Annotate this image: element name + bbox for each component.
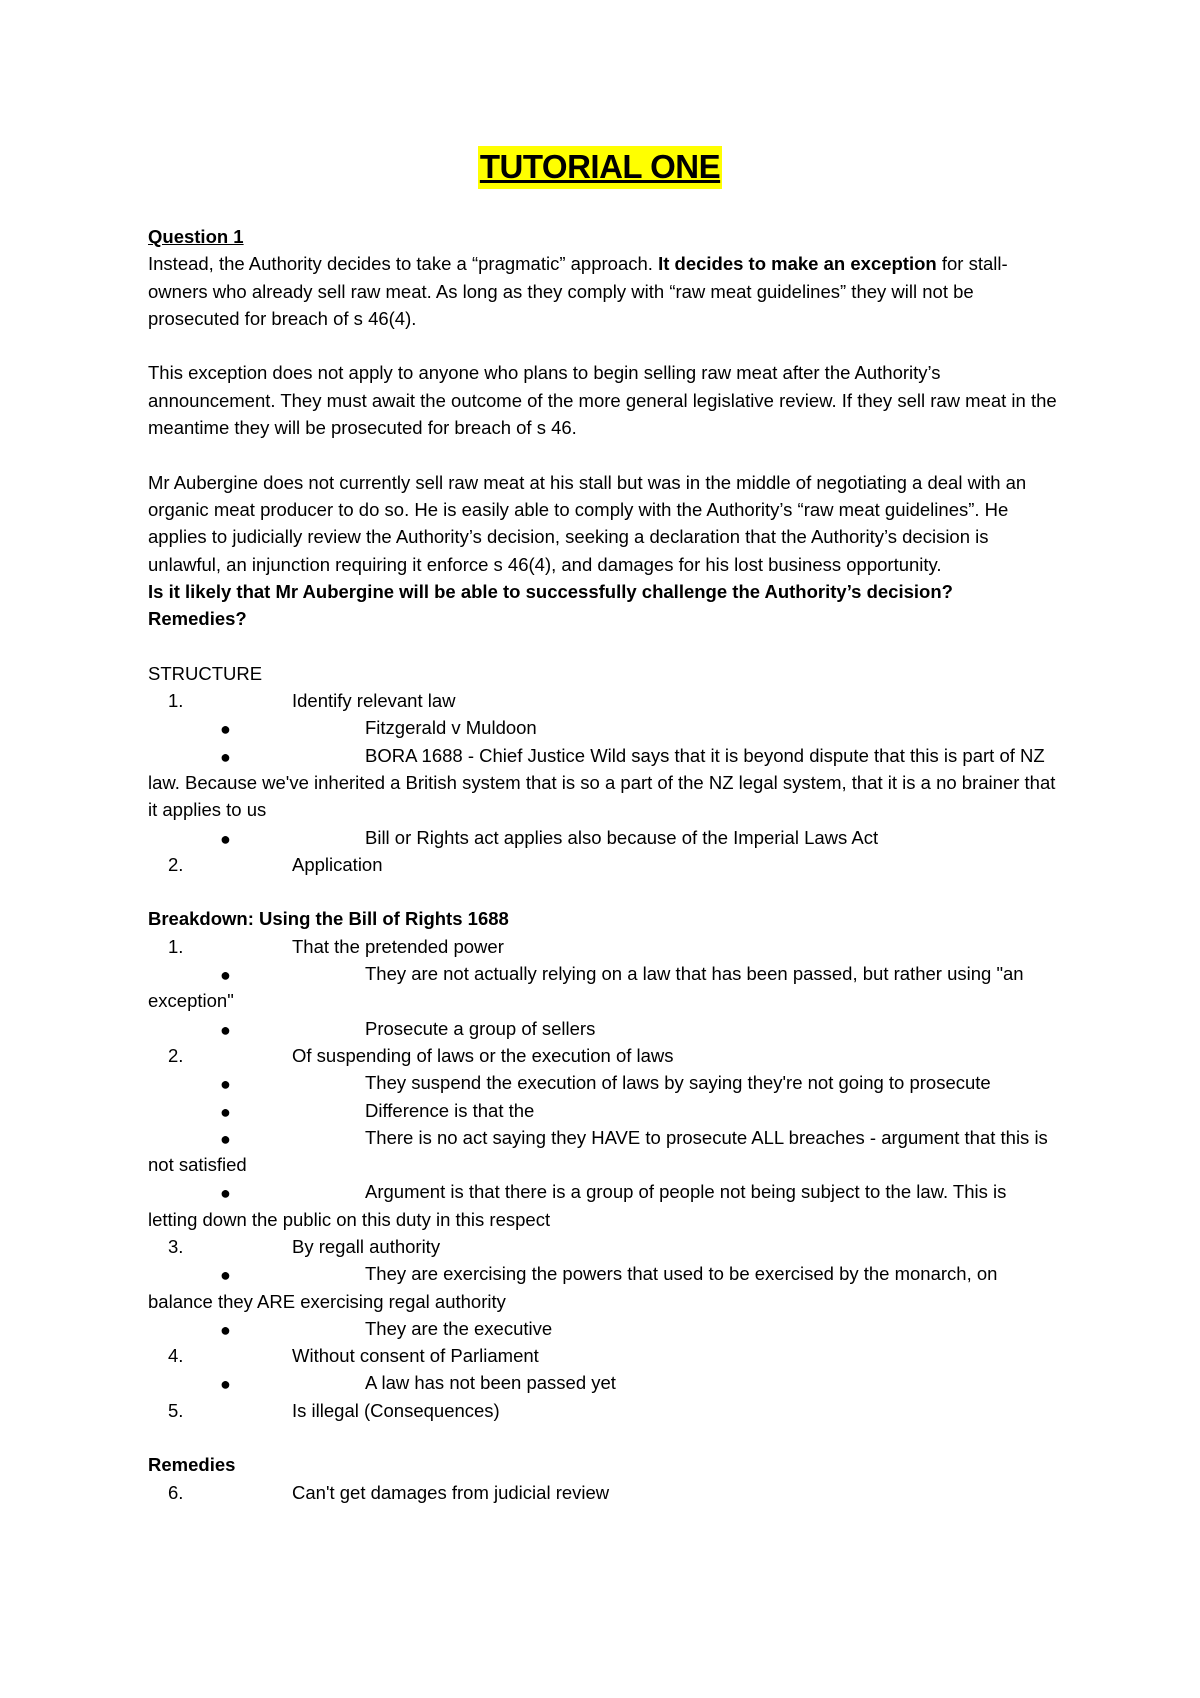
bullet-text: They are not actually relying on a law that has been passed, but rather using "an exception" — [148, 963, 1024, 1012]
bullet-item — [148, 1260, 1058, 1315]
item-number: 6. — [168, 1481, 184, 1503]
structure-list — [148, 687, 1058, 878]
bullet-text: BORA 1688 - Chief Justice Wild says that it is beyond dispute that this is part of NZ law. Because we've inherited a British system that is so a part of the NZ legal system, that it is a no brainer that it applies to us — [148, 744, 1056, 821]
item-number: 1. — [168, 935, 184, 957]
p1-text-c: for stall-owners who already sell raw meat. As long as they comply with “raw meat guidelines” they will not be prosecuted for breach of s 46(4). — [148, 253, 1008, 329]
numbered-item — [148, 1042, 1058, 1069]
item-number: 2. — [168, 1044, 184, 1066]
bullet-item — [148, 714, 1058, 741]
bullet-text: They suspend the execution of laws by saying they're not going to prosecute — [365, 1072, 991, 1094]
bullet-icon: ● — [220, 1374, 231, 1395]
bullet-icon: ● — [220, 828, 231, 849]
bullet-item — [148, 1315, 1058, 1342]
bullet-item — [148, 1069, 1058, 1096]
question-ask: Is it likely that Mr Aubergine will be able to successfully challenge the Authority’s decision? — [148, 580, 953, 602]
structure-heading: STRUCTURE — [148, 662, 263, 684]
title-text: TUTORIAL ONE — [478, 146, 722, 189]
question-paragraph-2: This exception does not apply to anyone who plans to begin selling raw meat after the Authority’s announcement. They must await the outcome of the more general legislative review. If they sell raw meat in the meantime they will be prosecuted for breach of s 46. — [148, 362, 1057, 439]
bullet-text: Difference is that the — [365, 1099, 535, 1121]
bullet-icon: ● — [220, 746, 231, 767]
bullet-item — [148, 960, 1058, 1015]
numbered-item — [148, 687, 1058, 714]
bullet-item — [148, 1369, 1058, 1396]
bullet-icon: ● — [220, 1265, 231, 1286]
p1-text-bold: It decides to make an exception — [658, 253, 937, 275]
remedies-list — [148, 1479, 1058, 1506]
bullet-item — [148, 1097, 1058, 1124]
bullet-text: Fitzgerald v Muldoon — [365, 717, 537, 739]
bullet-text: There is no act saying they HAVE to prosecute ALL breaches - argument that this is not satisfied — [148, 1126, 1048, 1176]
bullet-item — [148, 1124, 1058, 1179]
bullet-text: They are exercising the powers that used to be exercised by the monarch, on balance they ARE exercising regal authority — [148, 1263, 998, 1312]
item-text: Is illegal (Consequences) — [292, 1399, 500, 1421]
item-text: Of suspending of laws or the execution of laws — [292, 1044, 674, 1066]
bullet-icon: ● — [220, 1128, 231, 1149]
bullet-icon: ● — [220, 1319, 231, 1340]
p1-text-a: Instead, the Authority decides to take a “pragmatic” approach. — [148, 253, 659, 275]
bullet-item — [148, 1178, 1058, 1233]
item-text: That the pretended power — [292, 935, 504, 957]
question-remedies: Remedies? — [148, 608, 247, 630]
item-text: Can't get damages from judicial review — [292, 1481, 610, 1503]
numbered-item — [148, 1397, 1058, 1424]
bullet-icon: ● — [220, 1183, 231, 1204]
item-number: 3. — [168, 1235, 184, 1257]
bullet-icon: ● — [220, 1074, 231, 1095]
numbered-item — [148, 851, 1058, 878]
item-text: Identify relevant law — [292, 690, 456, 712]
numbered-item — [148, 1479, 1058, 1506]
bullet-item — [148, 824, 1058, 851]
bullet-item — [148, 1015, 1058, 1042]
bullet-icon: ● — [220, 719, 231, 740]
bullet-text: They are the executive — [365, 1317, 553, 1339]
item-text: Application — [292, 853, 383, 875]
item-text: Without consent of Parliament — [292, 1345, 539, 1367]
bullet-text: Bill or Rights act applies also because of the Imperial Laws Act — [365, 826, 879, 848]
item-number: 5. — [168, 1399, 184, 1421]
numbered-item — [148, 1233, 1058, 1260]
question-paragraph-3: Mr Aubergine does not currently sell raw meat at his stall but was in the middle of negotiating a deal with an organic meat producer to do so. He is easily able to comply with the Authority’s “raw meat guidelines”. He applies to judicially review the Authority’s decision, seeking a declaration that the Authority’s decision is unlawful, an injunction requiring it enforce s 46(4), and damages for his lost business opportunity. — [148, 471, 1027, 575]
item-text: By regall authority — [292, 1235, 441, 1257]
remedies-heading: Remedies — [148, 1454, 236, 1476]
item-number: 1. — [168, 690, 184, 712]
breakdown-heading: Breakdown: Using the Bill of Rights 1688 — [148, 908, 509, 930]
breakdown-list — [148, 933, 1058, 1424]
question-heading: Question 1 — [148, 226, 244, 247]
bullet-item — [148, 742, 1058, 824]
numbered-item — [148, 933, 1058, 960]
numbered-item — [148, 1342, 1058, 1369]
item-number: 2. — [168, 853, 184, 875]
bullet-icon: ● — [220, 1101, 231, 1122]
document-body — [148, 223, 1058, 1506]
bullet-text: A law has not been passed yet — [365, 1372, 616, 1394]
question-paragraph-1 — [148, 250, 1058, 332]
bullet-icon: ● — [220, 1019, 231, 1040]
bullet-text: Argument is that there is a group of people not being subject to the law. This is letting down the public on this duty in this respect — [148, 1181, 1007, 1230]
document-title — [0, 148, 1200, 186]
item-number: 4. — [168, 1345, 184, 1367]
bullet-icon: ● — [220, 965, 231, 986]
bullet-text: Prosecute a group of sellers — [365, 1017, 596, 1039]
